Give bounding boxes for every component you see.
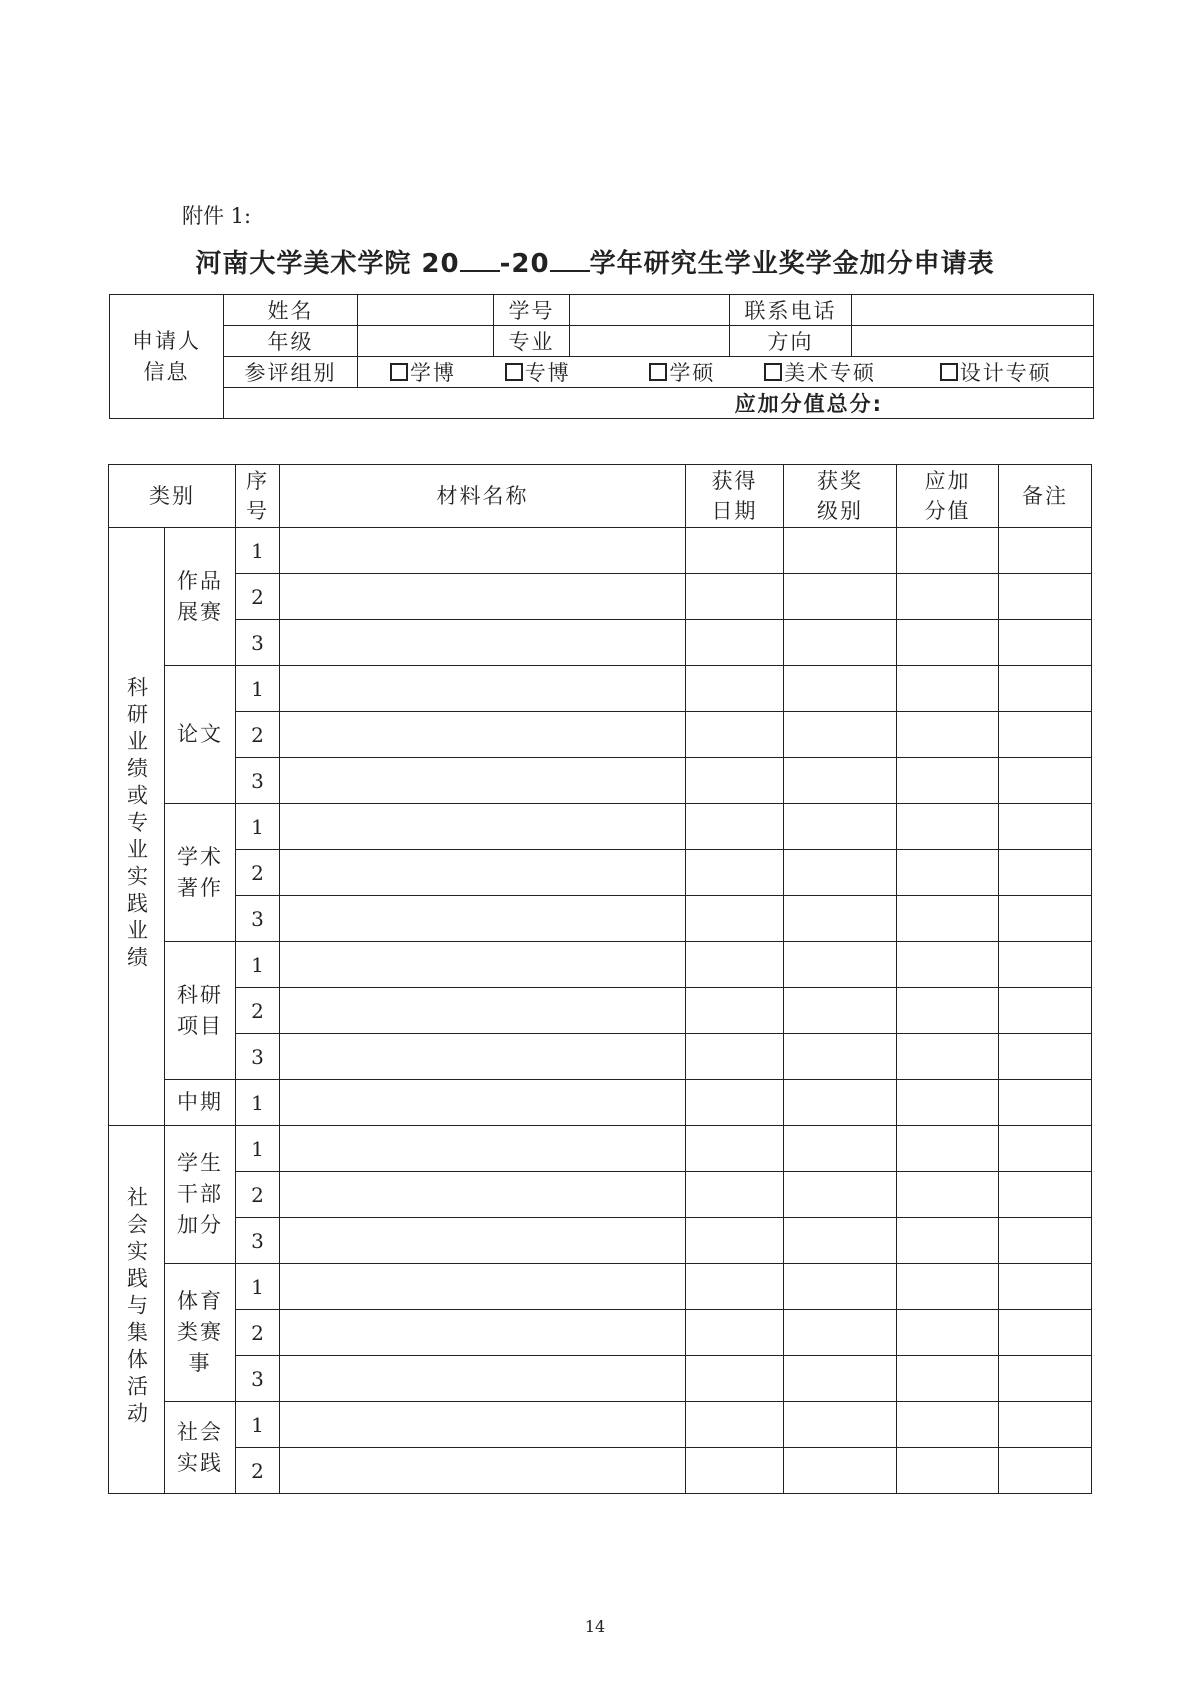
- annex-label: 附件 1:: [182, 204, 252, 228]
- score-cell[interactable]: [897, 1356, 999, 1402]
- row-number: 1: [236, 528, 280, 574]
- row-number: 3: [236, 1218, 280, 1264]
- score-cell[interactable]: [897, 850, 999, 896]
- group-option-label: 美术专硕: [784, 361, 877, 385]
- date-cell[interactable]: [686, 1080, 784, 1126]
- date-cell[interactable]: [686, 528, 784, 574]
- table-row: [109, 712, 1092, 758]
- score-cell[interactable]: [897, 804, 999, 850]
- applicant-section-label: 申请人信息: [110, 295, 224, 419]
- score-cell[interactable]: [897, 942, 999, 988]
- subcategory-label: 中期: [165, 1080, 236, 1126]
- date-cell[interactable]: [686, 988, 784, 1034]
- date-cell[interactable]: [686, 758, 784, 804]
- remark-cell[interactable]: [999, 574, 1092, 620]
- date-cell[interactable]: [686, 1264, 784, 1310]
- checkbox-icon[interactable]: [649, 363, 667, 381]
- level-cell[interactable]: [784, 528, 897, 574]
- material-name-cell[interactable]: [280, 1310, 686, 1356]
- table-row: [109, 850, 1092, 896]
- group-option-meishu-zhuanshuo[interactable]: [764, 361, 876, 385]
- remark-cell[interactable]: [999, 666, 1092, 712]
- material-name-cell[interactable]: [280, 896, 686, 942]
- date-cell[interactable]: [686, 712, 784, 758]
- remark-cell[interactable]: [999, 942, 1092, 988]
- table-row: [109, 666, 1092, 712]
- material-name-cell[interactable]: [280, 1356, 686, 1402]
- score-cell[interactable]: [897, 1218, 999, 1264]
- score-cell[interactable]: [897, 574, 999, 620]
- row-number: 3: [236, 1356, 280, 1402]
- remark-cell[interactable]: [999, 850, 1092, 896]
- material-name-cell[interactable]: [280, 528, 686, 574]
- material-name-cell[interactable]: [280, 666, 686, 712]
- table-body: [109, 528, 1092, 1494]
- checkbox-icon[interactable]: [505, 363, 523, 381]
- row-number: 3: [236, 1034, 280, 1080]
- major-field[interactable]: [570, 326, 730, 357]
- page-number: 14: [584, 1617, 606, 1636]
- remark-cell[interactable]: [999, 1310, 1092, 1356]
- level-cell[interactable]: [784, 1448, 897, 1494]
- material-name-cell[interactable]: [280, 850, 686, 896]
- major-label: 专业: [494, 326, 570, 357]
- score-cell[interactable]: [897, 712, 999, 758]
- total-score-label: 应加分值总分:: [224, 388, 1094, 419]
- level-cell[interactable]: [784, 942, 897, 988]
- level-cell[interactable]: [784, 850, 897, 896]
- grade-field[interactable]: [358, 326, 494, 357]
- row-number: 2: [236, 712, 280, 758]
- header-level: 获奖级别: [784, 465, 897, 528]
- phone-label: 联系电话: [730, 295, 852, 326]
- material-name-cell[interactable]: [280, 1448, 686, 1494]
- remark-cell[interactable]: [999, 988, 1092, 1034]
- header-category: 类别: [109, 465, 236, 528]
- table-row: [109, 574, 1092, 620]
- subcategory-label: 学术著作: [165, 804, 236, 942]
- material-name-cell[interactable]: [280, 1402, 686, 1448]
- date-cell[interactable]: [686, 896, 784, 942]
- table-row: [109, 1448, 1092, 1494]
- group-option-label: 学博: [410, 361, 456, 385]
- material-name-cell[interactable]: [280, 988, 686, 1034]
- checkbox-icon[interactable]: [764, 363, 782, 381]
- row-number: 2: [236, 850, 280, 896]
- level-cell[interactable]: [784, 1264, 897, 1310]
- title-text-end: 学年研究生学业奖学金加分申请表: [589, 249, 995, 279]
- date-cell[interactable]: [686, 1310, 784, 1356]
- direction-label: 方向: [730, 326, 852, 357]
- row-number: 1: [236, 1402, 280, 1448]
- score-cell[interactable]: [897, 1448, 999, 1494]
- table-row: [109, 620, 1092, 666]
- grade-label: 年级: [224, 326, 358, 357]
- material-name-cell[interactable]: [280, 1034, 686, 1080]
- score-cell[interactable]: [897, 988, 999, 1034]
- row-number: 2: [236, 574, 280, 620]
- category-label-text: 科研业绩或专业实践业绩: [124, 675, 149, 973]
- level-cell[interactable]: [784, 1034, 897, 1080]
- score-cell[interactable]: [897, 758, 999, 804]
- row-number: 1: [236, 804, 280, 850]
- subcategory-label: 社会实践: [165, 1402, 236, 1494]
- material-name-cell[interactable]: [280, 942, 686, 988]
- table-row: [109, 1126, 1092, 1172]
- remark-cell[interactable]: [999, 620, 1092, 666]
- material-name-cell[interactable]: [280, 1218, 686, 1264]
- date-cell[interactable]: [686, 942, 784, 988]
- direction-field[interactable]: [852, 326, 1094, 357]
- score-cell[interactable]: [897, 620, 999, 666]
- date-cell[interactable]: [686, 1126, 784, 1172]
- remark-cell[interactable]: [999, 1356, 1092, 1402]
- row-number: 2: [236, 988, 280, 1034]
- phone-field[interactable]: [852, 295, 1094, 326]
- name-field[interactable]: [358, 295, 494, 326]
- score-cell[interactable]: [897, 1402, 999, 1448]
- table-row: [109, 1356, 1092, 1402]
- row-number: 2: [236, 1172, 280, 1218]
- date-cell[interactable]: [686, 1402, 784, 1448]
- score-cell[interactable]: [897, 1126, 999, 1172]
- row-number: 1: [236, 942, 280, 988]
- level-cell[interactable]: [784, 896, 897, 942]
- group-option-label: 设计专硕: [959, 361, 1052, 385]
- date-cell[interactable]: [686, 1448, 784, 1494]
- bonus-items-table: [108, 464, 1092, 1494]
- level-cell[interactable]: [784, 574, 897, 620]
- level-cell[interactable]: [784, 620, 897, 666]
- subcategory-label: 体育类赛事: [165, 1264, 236, 1402]
- header-score: 应加分值: [897, 465, 999, 528]
- row-number: 3: [236, 758, 280, 804]
- level-cell[interactable]: [784, 1126, 897, 1172]
- date-cell[interactable]: [686, 1034, 784, 1080]
- table-row: [109, 1172, 1092, 1218]
- year-start-blank[interactable]: [460, 250, 500, 272]
- group-label: 参评组别: [224, 357, 358, 388]
- score-cell[interactable]: [897, 528, 999, 574]
- remark-cell[interactable]: [999, 758, 1092, 804]
- row-number: 2: [236, 1448, 280, 1494]
- material-name-cell[interactable]: [280, 804, 686, 850]
- material-name-cell[interactable]: [280, 1126, 686, 1172]
- level-cell[interactable]: [784, 804, 897, 850]
- material-name-cell[interactable]: [280, 620, 686, 666]
- header-remark: 备注: [999, 465, 1092, 528]
- date-cell[interactable]: [686, 574, 784, 620]
- section2-category-label: [109, 1126, 165, 1494]
- score-cell[interactable]: [897, 1080, 999, 1126]
- remark-cell[interactable]: [999, 896, 1092, 942]
- remark-cell[interactable]: [999, 712, 1092, 758]
- date-cell[interactable]: [686, 1218, 784, 1264]
- table-row: [109, 1310, 1092, 1356]
- date-cell[interactable]: [686, 850, 784, 896]
- group-option-zhuanbo[interactable]: [505, 361, 571, 385]
- student-id-label: 学号: [494, 295, 570, 326]
- row-number: 3: [236, 620, 280, 666]
- score-cell[interactable]: [897, 1264, 999, 1310]
- material-name-cell[interactable]: [280, 574, 686, 620]
- row-number: 1: [236, 1264, 280, 1310]
- row-number: 1: [236, 666, 280, 712]
- header-seq: 序号: [236, 465, 280, 528]
- row-number: 3: [236, 896, 280, 942]
- table-row: [109, 758, 1092, 804]
- material-name-cell[interactable]: [280, 1080, 686, 1126]
- material-name-cell[interactable]: [280, 712, 686, 758]
- level-cell[interactable]: [784, 1080, 897, 1126]
- row-number: 1: [236, 1080, 280, 1126]
- table-row: [109, 528, 1092, 574]
- group-options: [358, 357, 1094, 388]
- category-label-text: 社会实践与集体活动: [124, 1185, 149, 1429]
- date-cell[interactable]: [686, 620, 784, 666]
- subcategory-label: 作品展赛: [165, 528, 236, 666]
- group-option-xueshuo[interactable]: [649, 361, 715, 385]
- student-id-field[interactable]: [570, 295, 730, 326]
- group-option-label: 学硕: [669, 361, 716, 385]
- level-cell[interactable]: [784, 1310, 897, 1356]
- level-cell[interactable]: [784, 712, 897, 758]
- table-row: [109, 1402, 1092, 1448]
- score-cell[interactable]: [897, 666, 999, 712]
- material-name-cell[interactable]: [280, 758, 686, 804]
- score-cell[interactable]: [897, 896, 999, 942]
- level-cell[interactable]: [784, 666, 897, 712]
- remark-cell[interactable]: [999, 1172, 1092, 1218]
- remark-cell[interactable]: [999, 1264, 1092, 1310]
- level-cell[interactable]: [784, 1402, 897, 1448]
- subcategory-label: 科研项目: [165, 942, 236, 1080]
- table-row: [109, 988, 1092, 1034]
- checkbox-icon[interactable]: [390, 363, 408, 381]
- row-number: 1: [236, 1126, 280, 1172]
- date-cell[interactable]: [686, 1172, 784, 1218]
- applicant-info-table: [109, 294, 1094, 419]
- level-cell[interactable]: [784, 1172, 897, 1218]
- remark-cell[interactable]: [999, 1034, 1092, 1080]
- table-header-row: [109, 465, 1092, 528]
- name-label: 姓名: [224, 295, 358, 326]
- form-title: [0, 243, 1190, 280]
- remark-cell[interactable]: [999, 1218, 1092, 1264]
- group-option-xuebo[interactable]: [390, 361, 456, 385]
- table-row: [109, 1264, 1092, 1310]
- score-cell[interactable]: [897, 1310, 999, 1356]
- remark-cell[interactable]: [999, 528, 1092, 574]
- remark-cell[interactable]: [999, 1080, 1092, 1126]
- table-row: [109, 942, 1092, 988]
- table-row: [109, 1080, 1092, 1126]
- group-option-label: 专博: [524, 361, 571, 385]
- level-cell[interactable]: [784, 988, 897, 1034]
- score-cell[interactable]: [897, 1034, 999, 1080]
- subcategory-label: 论文: [165, 666, 236, 804]
- date-cell[interactable]: [686, 666, 784, 712]
- year-end-blank[interactable]: [550, 250, 590, 272]
- remark-cell[interactable]: [999, 1448, 1092, 1494]
- table-row: [109, 1218, 1092, 1264]
- subcategory-label: 学生干部加分: [165, 1126, 236, 1264]
- date-cell[interactable]: [686, 1356, 784, 1402]
- title-text-mid: -20: [499, 249, 550, 279]
- group-option-sheji-zhuanshuo[interactable]: [940, 361, 1052, 385]
- level-cell[interactable]: [784, 1356, 897, 1402]
- material-name-cell[interactable]: [280, 1172, 686, 1218]
- remark-cell[interactable]: [999, 804, 1092, 850]
- checkbox-icon[interactable]: [940, 363, 958, 381]
- score-cell[interactable]: [897, 1172, 999, 1218]
- header-material: 材料名称: [280, 465, 686, 528]
- table-row: [109, 896, 1092, 942]
- title-text-start: 河南大学美术学院 20: [195, 249, 460, 279]
- remark-cell[interactable]: [999, 1126, 1092, 1172]
- section1-category-label: [109, 528, 165, 1126]
- material-name-cell[interactable]: [280, 1264, 686, 1310]
- date-cell[interactable]: [686, 804, 784, 850]
- remark-cell[interactable]: [999, 1402, 1092, 1448]
- level-cell[interactable]: [784, 1218, 897, 1264]
- level-cell[interactable]: [784, 758, 897, 804]
- table-row: [109, 804, 1092, 850]
- table-row: [109, 1034, 1092, 1080]
- header-date: 获得日期: [686, 465, 784, 528]
- row-number: 2: [236, 1310, 280, 1356]
